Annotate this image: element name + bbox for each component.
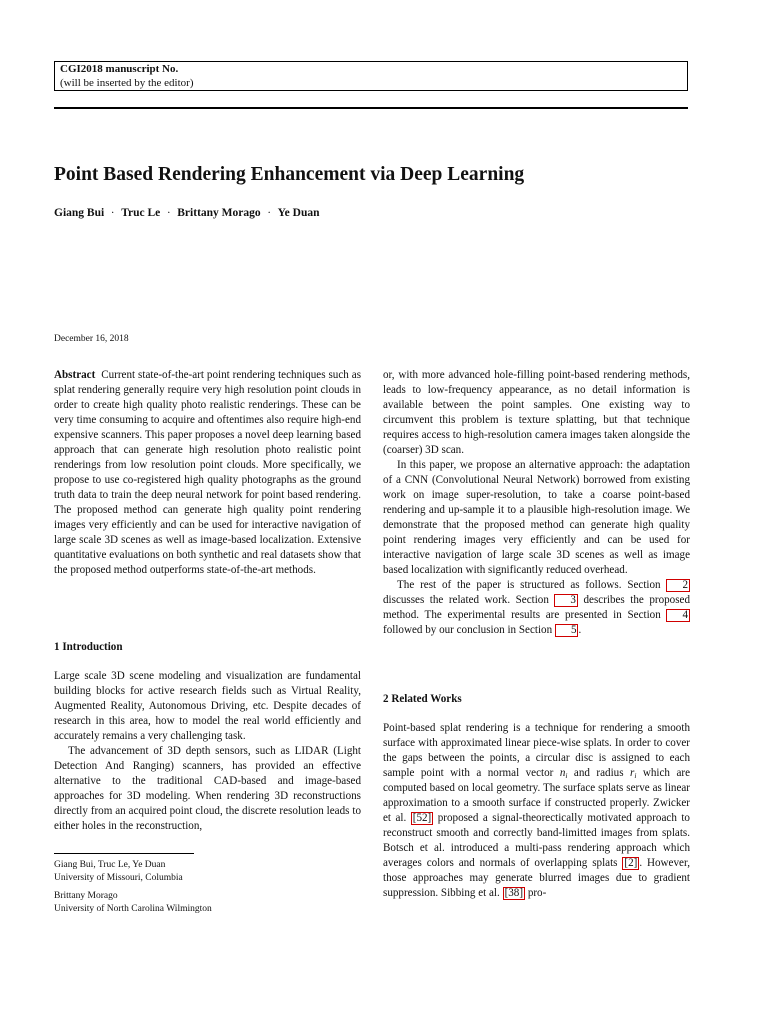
header-rule	[54, 107, 688, 109]
section-link[interactable]: 3	[554, 594, 578, 607]
author-name: Brittany Morago	[177, 207, 261, 219]
author-name: Truc Le	[121, 207, 161, 219]
manuscript-number-box	[54, 61, 688, 91]
footnote-rule	[54, 853, 194, 854]
editor-note: (will be inserted by the editor)	[60, 76, 194, 89]
related-works-paragraph: Point-based splat rendering is a technique for rendering a smooth surface with approximated linear piece-wise splats. In order to cover the gaps between the points, a circular disc is assigned to each sample point with a normal vector $n_i$ and radius $r_i$ which are computed based on local geometry. The surface splats serve as linear approximation to a smooth surface if constructed properly. Zwicker et al. [52] proposed a signal-theorectically motivated approach to reconstruct smooth and correctly band-limitted images from splats. Botsch et al. introduced a multi-pass rendering approach which averages colors and normals of overlapping splats [2] . However, those approaches may generate blurred images due to gradient suppression. Sibbing et al. [38] pro-	[383, 722, 690, 899]
abstract-section	[54, 368, 361, 578]
abstract-text: Current state-of-the-art point rendering techniques such as splat rendering generally require very high resolution point clouds in order to create high quality photo realistic renderings. These can be very time consuming to acquire and oftentimes also require high-end expensive scanners. This paper proposes a novel deep learning based approach that can generate high resolution photo realistic point renderings from low resolution point clouds. More specifically, we propose to use co-registered high quality photographs as the ground truth data to train the deep neural network for point based rendering. The proposed method can generate high quality point rendering images very efficiently and can be used for interactive navigation of large scale 3D scenes as well as image-based localization. Extensive quantitative evaluations on both synthetic and real datasets show that the proposed method outperforms state-of-the-art methods.	[54, 369, 362, 576]
section-heading-related-works: 2 Related Works	[383, 693, 462, 705]
introduction-paragraph: The rest of the paper is structured as follows. Section 2 discusses the related work. Section 3 describes the proposed method. The experimental results are presented in Section 4 followed by our conclusion in Section 5 .	[383, 579, 690, 636]
introduction-body	[54, 669, 361, 834]
section-link[interactable]: 4	[666, 609, 690, 622]
affiliation-2	[54, 890, 212, 915]
introduction-paragraph: or, with more advanced hole-filling point-based rendering methods, leads to low-frequency appearance, as no detail information is available between the point samples. One existing way to circumvent this problem is texture splatting, but that technique requires access to high-resolution camera images taken alongside the (coarser) 3D scan.	[383, 369, 690, 456]
author-name: Giang Bui	[54, 207, 105, 219]
affiliation-1	[54, 859, 183, 884]
affiliation-names: Giang Bui, Truc Le, Ye Duan	[54, 860, 166, 870]
related-works-body	[383, 721, 690, 901]
introduction-paragraph: The advancement of 3D depth sensors, such as LIDAR (Light Detection And Ranging) scanners, has provided an effective alternative to the traditional CAD-based and image-based approaches for 3D modeling. When rendering 3D reconstructions directly from an acquired point cloud, the discrete resolution leads to either holes in the reconstruction,	[54, 745, 361, 832]
affiliation-institution: University of Missouri, Columbia	[54, 872, 183, 883]
affiliation-institution: University of North Carolina Wilmington	[54, 903, 212, 914]
math-symbol: $n_i$	[559, 767, 568, 780]
author-list	[54, 206, 694, 220]
paper-date: December 16, 2018	[54, 334, 129, 344]
affiliation-names: Brittany Morago	[54, 891, 118, 901]
paper-title: Point Based Rendering Enhancement via Deep Learning	[54, 164, 525, 185]
author-separator: ·	[166, 207, 171, 219]
introduction-paragraph: Large scale 3D scene modeling and visualization are fundamental building blocks for active research fields such as Virtual Reality, Augmented Reality, Autonomous Driving, etc. Despite decades of research in this area, how to model the real world efficiently and accurately remains a very challenging task.	[54, 670, 361, 742]
abstract-label: Abstract	[54, 369, 96, 381]
citation-link[interactable]: [52]	[412, 812, 432, 824]
introduction-continued	[383, 368, 690, 638]
author-name: Ye Duan	[277, 207, 320, 219]
introduction-paragraph: In this paper, we propose an alternative approach: the adaptation of a CNN (Convolutional Neural Network) borrowed from existing work on image super-resolution, to take a coarse point-based rendering and up-sample it to a plausible high-resolution image. We demonstrate that the proposed method can generate high quality point rendering images very efficiently and can be used for interactive navigation of large scale 3D scenes as well as image based localization with significantly reduced overhead.	[383, 459, 690, 576]
section-heading-introduction: 1 Introduction	[54, 641, 123, 653]
manuscript-number-label: CGI2018 manuscript No.	[60, 63, 179, 75]
section-link[interactable]: 2	[666, 579, 690, 592]
section-link[interactable]: 5	[555, 624, 579, 637]
citation-link[interactable]: [2]	[624, 857, 638, 869]
author-separator: ·	[267, 207, 272, 219]
math-symbol: $r_i$	[629, 767, 637, 780]
author-separator: ·	[110, 207, 115, 219]
citation-link[interactable]: [38]	[504, 887, 524, 899]
